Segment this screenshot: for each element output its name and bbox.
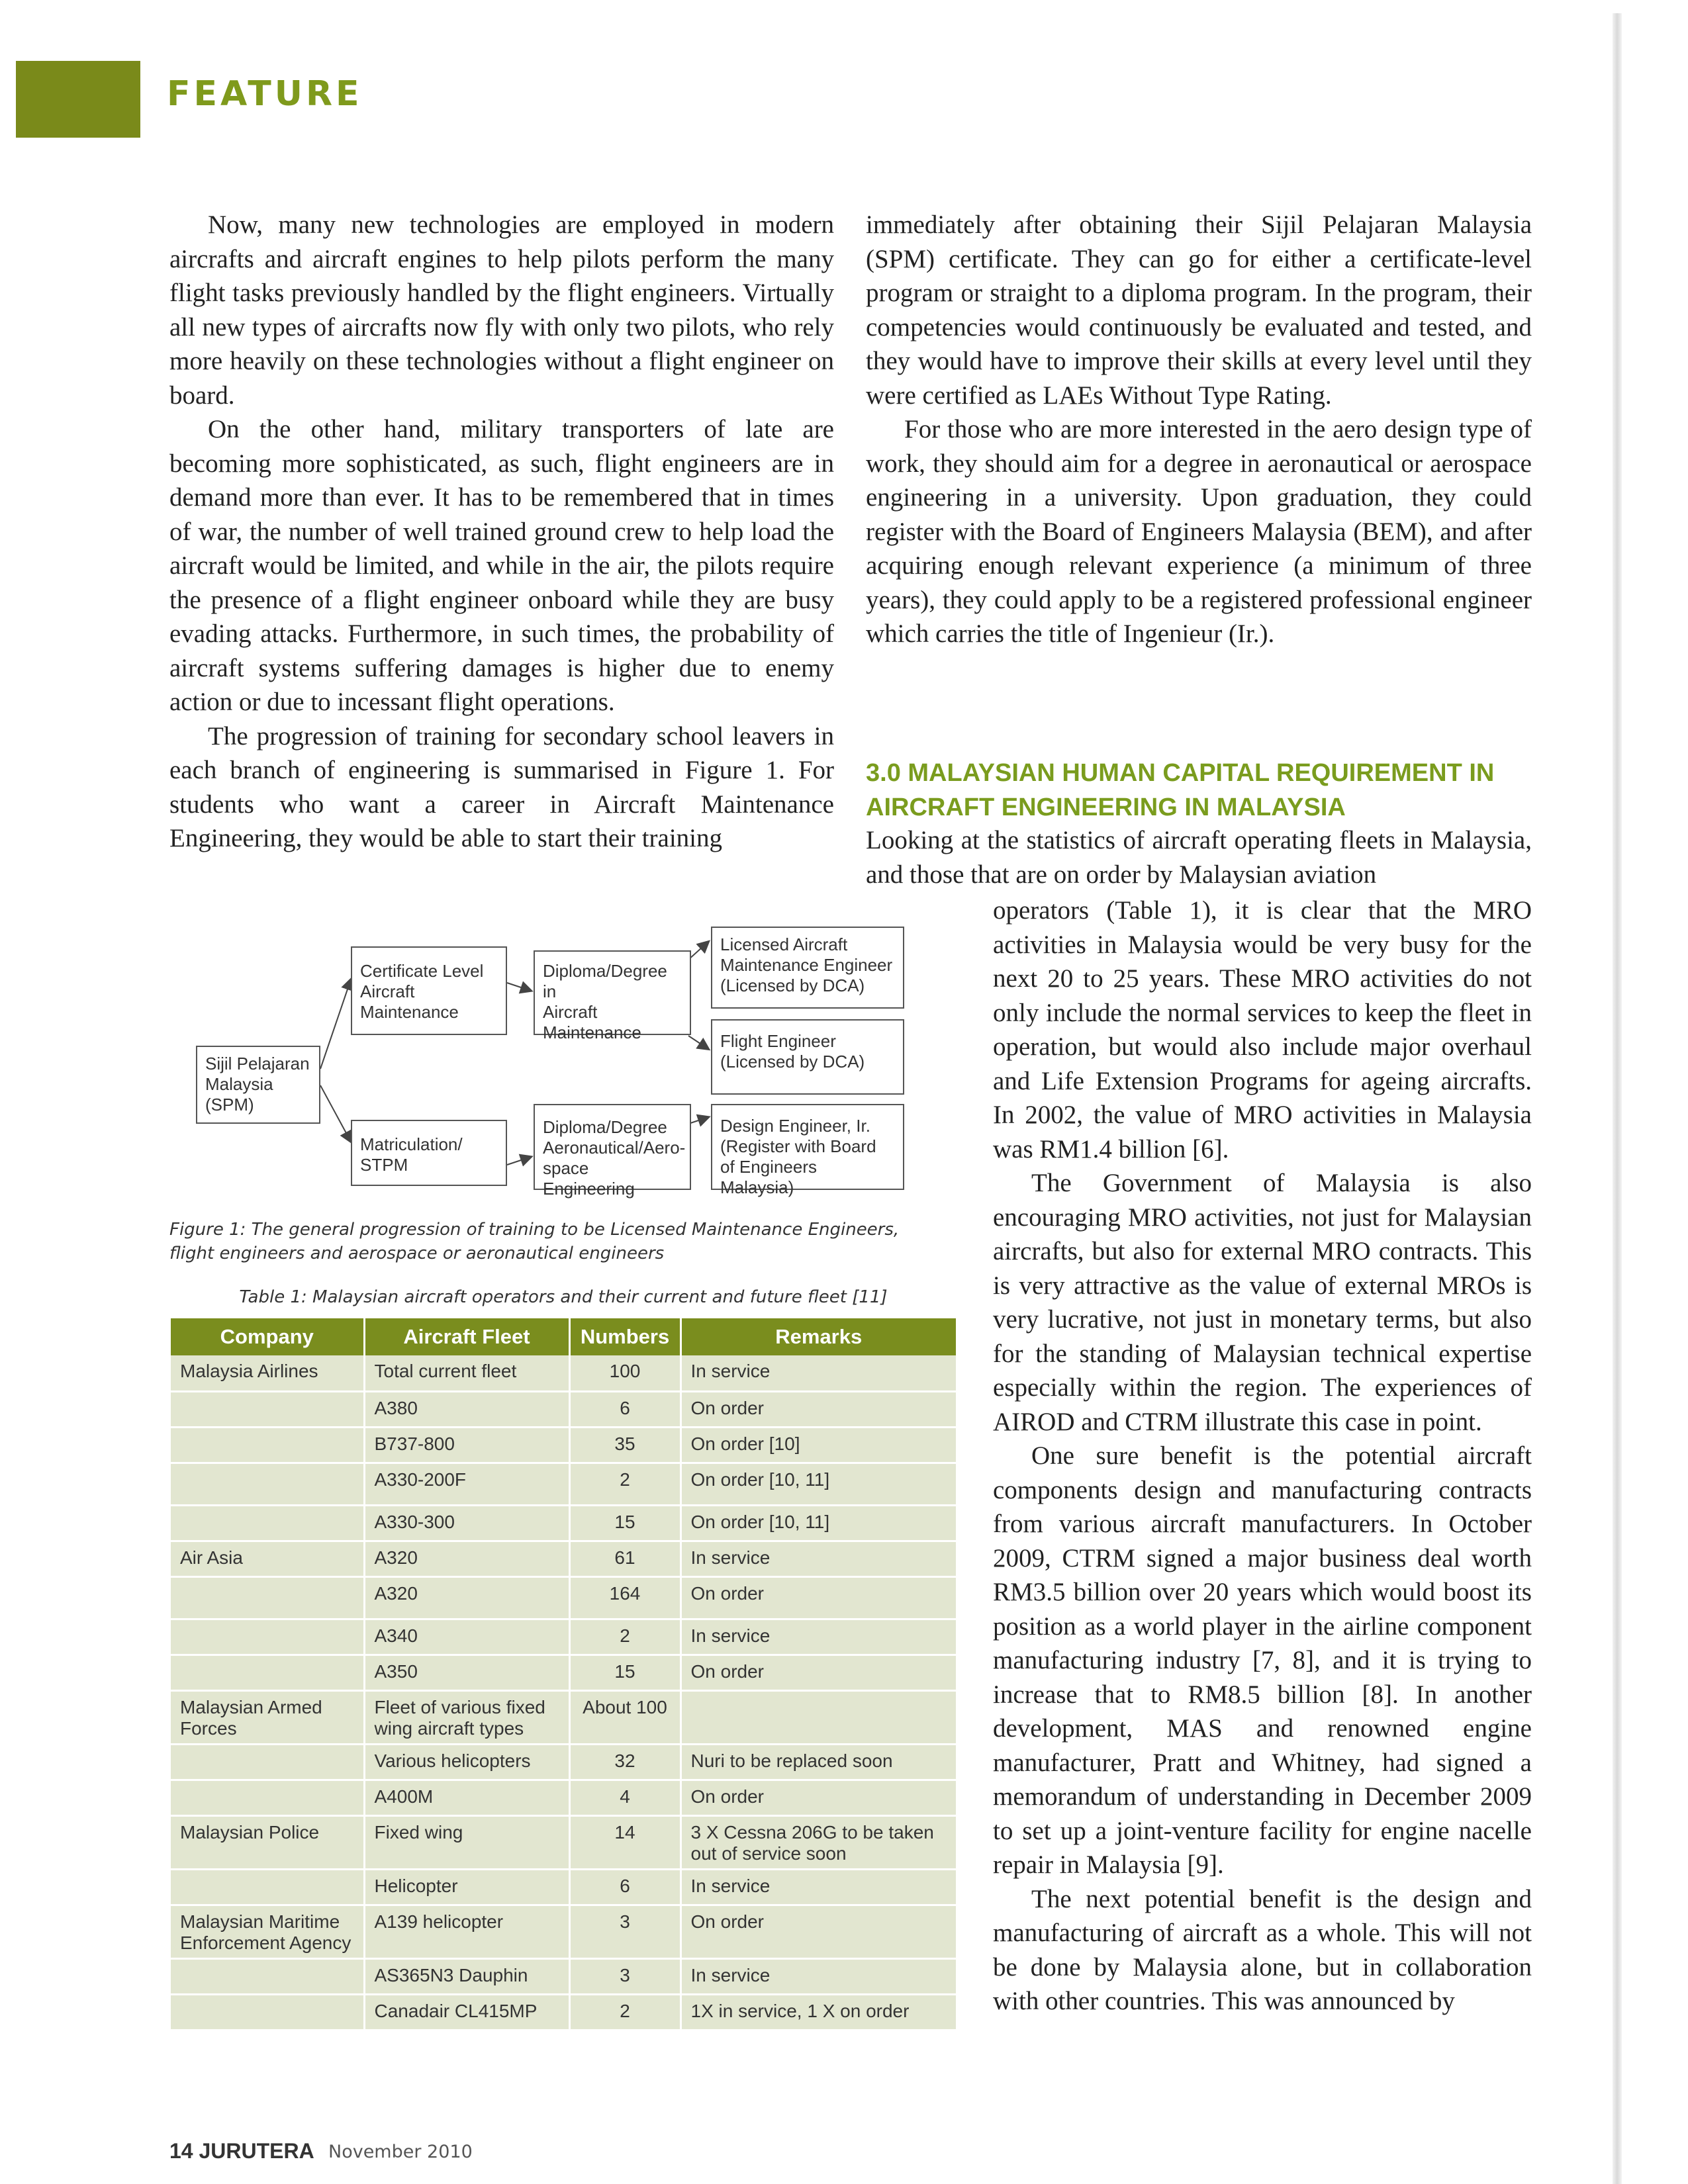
remarks-cell: In service (680, 1619, 956, 1655)
fleet-cell: A400M (364, 1780, 569, 1815)
company-cell (171, 1869, 364, 1905)
table-row (171, 1780, 956, 1815)
numbers-cell: 3 (569, 1958, 680, 1994)
fleet-cell: AS365N3 Dauphin (364, 1958, 569, 1994)
numbers-cell: 3 (569, 1905, 680, 1958)
table-row (171, 1815, 956, 1869)
remarks-cell: 1X in service, 1 X on order (680, 1994, 956, 2030)
fleet-cell: A320 (364, 1541, 569, 1576)
table-row (171, 1905, 956, 1958)
company-cell: Malaysian Police (171, 1815, 364, 1869)
fleet-cell: A330-300 (364, 1505, 569, 1541)
remarks-cell: In service (680, 1869, 956, 1905)
box-line: of Engineers Malaysia) (720, 1157, 817, 1197)
company-cell: Malaysian Armed Forces (171, 1690, 364, 1744)
column-left-text (169, 208, 834, 856)
table-row (171, 1427, 956, 1463)
table-row (171, 1690, 956, 1744)
company-cell (171, 1655, 364, 1690)
fleet-cell: B737-800 (364, 1427, 569, 1463)
box-line: (Licensed by DCA) (720, 976, 865, 995)
company-cell (171, 1619, 364, 1655)
company-cell (171, 1463, 364, 1505)
table-caption: Table 1: Malaysian aircraft operators and their current and future fleet [11] (239, 1287, 888, 1307)
box-line: Diploma/Degree (543, 1117, 667, 1137)
remarks-cell: In service (680, 1958, 956, 1994)
table-row (171, 1505, 956, 1541)
company-cell (171, 1958, 364, 1994)
box-flight-engineer (711, 1019, 904, 1095)
fleet-cell: A350 (364, 1655, 569, 1690)
remarks-cell: 3 X Cessna 206G to be taken out of service soon (680, 1815, 956, 1869)
box-line: Aircraft (543, 1002, 598, 1022)
paragraph: Now, many new technologies are employed in modern aircrafts and aircraft engines to help pilots perform the many flight tasks previously handled by the flight engineers. Virtually all new types of aircrafts now fly with only two pilots, who rely more heavily on these technologies without a flight engineer on board. (169, 210, 834, 410)
box-line: (Register with Board (720, 1136, 876, 1156)
fleet-cell: Fleet of various fixed wing aircraft types (364, 1690, 569, 1744)
numbers-cell: 35 (569, 1427, 680, 1463)
numbers-cell: 2 (569, 1994, 680, 2030)
remarks-cell: On order [10, 11] (680, 1463, 956, 1505)
remarks-cell: On order (680, 1780, 956, 1815)
numbers-cell: About 100 (569, 1690, 680, 1744)
column-right-narrow-text (993, 893, 1532, 2019)
remarks-cell (680, 1690, 956, 1744)
fleet-cell: A380 (364, 1391, 569, 1427)
box-line: STPM (360, 1155, 408, 1175)
fleet-cell: Helicopter (364, 1869, 569, 1905)
caption-line: Figure 1: The general progression of training to be Licensed Maintenance Engineers, (169, 1220, 900, 1240)
paragraph: The next potential benefit is the design and manufacturing of aircraft as a whole. This will not be done by Malaysia alone, but in collaboration with other countries. This was announced by (993, 1884, 1532, 2015)
table-row (171, 1744, 956, 1780)
box-certificate (351, 946, 507, 1035)
company-cell (171, 1744, 364, 1780)
company-cell: Malaysian Maritime Enforcement Agency (171, 1905, 364, 1958)
box-diploma-aero (534, 1104, 691, 1199)
page-edge-shadow (1613, 13, 1622, 2184)
caption-line: flight engineers and aerospace or aeronautical engineers (169, 1244, 665, 1263)
column-header: Company (171, 1318, 364, 1355)
numbers-cell: 15 (569, 1505, 680, 1541)
remarks-cell: On order (680, 1391, 956, 1427)
section-intro (866, 823, 1532, 891)
page-label: 14 JURUTERA (169, 2139, 314, 2163)
table-row (171, 1655, 956, 1690)
remarks-cell: On order (680, 1655, 956, 1690)
fleet-cell: A320 (364, 1576, 569, 1619)
numbers-cell: 6 (569, 1391, 680, 1427)
paragraph: operators (Table 1), it is clear that the MRO activities in Malaysia would be very busy for the next 20 to 25 years. These MRO activities do not only include the normal services to keep the fleet in operation, but would also include major overhaul and Life Extension Programs for ageing aircrafts. In 2002, the value of MRO activities in Malaysia was RM1.4 billion [6]. (993, 896, 1532, 1163)
box-line: (SPM) (205, 1095, 254, 1115)
paragraph: The Government of Malaysia is also encouraging MRO activities, not just for Malaysian aircrafts, but also for external MRO contracts. This is very attractive as the value of external MROs is very lucrative, not just in monetary terms, but also for the standing of Malaysian technical expertise especially within the region. The experiences of AIROD and CTRM illustrate this case in point. (993, 1169, 1532, 1436)
table-row (171, 1541, 956, 1576)
table-row (171, 1869, 956, 1905)
column-header: Aircraft Fleet (364, 1318, 569, 1355)
remarks-cell: On order (680, 1576, 956, 1619)
figure-caption (169, 1218, 957, 1265)
fleet-cell: A340 (364, 1619, 569, 1655)
table-row (171, 1994, 956, 2030)
column-right-text (866, 208, 1532, 651)
table-row (171, 1463, 956, 1505)
company-cell: Air Asia (171, 1541, 364, 1576)
fleet-cell: A139 helicopter (364, 1905, 569, 1958)
numbers-cell: 32 (569, 1744, 680, 1780)
table-row (171, 1958, 956, 1994)
fleet-cell: Canadair CL415MP (364, 1994, 569, 2030)
fleet-cell: Fixed wing (364, 1815, 569, 1869)
box-diploma-maintenance (534, 950, 691, 1042)
fleet-table (171, 1318, 956, 2031)
remarks-cell: On order [10, 11] (680, 1505, 956, 1541)
box-matriculation (351, 1120, 507, 1186)
box-line: Matriculation/ (360, 1134, 463, 1154)
numbers-cell: 2 (569, 1463, 680, 1505)
box-spm (196, 1046, 320, 1124)
numbers-cell: 14 (569, 1815, 680, 1869)
box-line: Maintenance Engineer (720, 955, 893, 975)
table-row (171, 1576, 956, 1619)
remarks-cell: In service (680, 1355, 956, 1391)
remarks-cell: In service (680, 1541, 956, 1576)
box-line: (Licensed by DCA) (720, 1052, 865, 1071)
box-design-engineer (711, 1104, 904, 1197)
box-line: Diploma/Degree in (543, 961, 667, 1001)
box-line: Aeronautical/Aero- (543, 1138, 686, 1158)
page-number (169, 2139, 314, 2163)
numbers-cell: 6 (569, 1869, 680, 1905)
paragraph: On the other hand, military transporters of late are becoming more sophisticated, as such, flight engineers are in demand more than ever. It has to be remembered that in times of war, the number of well trained ground crew to help load the aircraft would be limited, and while in the air, the pilots require the presence of a flight engineer onboard while they are busy evading attacks. Furthermore, in such times, the probability of aircraft systems suffering damages is higher due to enemy action or due to incessant flight operations. (169, 415, 834, 716)
box-line: Design Engineer, Ir. (720, 1116, 870, 1136)
numbers-cell: 100 (569, 1355, 680, 1391)
paragraph: The progression of training for secondary school leavers in each branch of engineering is summarised in Figure 1. For students who want a career in Aircraft Maintenance Engineering, they would be able to start their training (169, 721, 834, 852)
box-line: Sijil Pelajaran (205, 1054, 310, 1073)
fleet-cell: Total current fleet (364, 1355, 569, 1391)
box-line: Malaysia (205, 1074, 273, 1094)
fleet-cell: A330-200F (364, 1463, 569, 1505)
remarks-cell: Nuri to be replaced soon (680, 1744, 956, 1780)
company-cell (171, 1576, 364, 1619)
company-cell (171, 1505, 364, 1541)
paragraph: One sure benefit is the potential aircraft components design and manufacturing contracts from various aircraft manufacturers. In October 2009, CTRM signed a major business deal worth RM3.5 billion over 20 years which would boost its position as a world player in the airline component manufacturing industry [7, 8], and it is trying to increase that to RM8.5 billion [8]. In another development, MAS and renowned engine manufacturer, Pratt and Whitney, had signed a memorandum of understanding in December 2009 to set up a joint-venture facility for engine nacelle repair in Malaysia [9]. (993, 1441, 1532, 1879)
company-cell (171, 1391, 364, 1427)
remarks-cell: On order (680, 1905, 956, 1958)
section-title: FEATURE (167, 74, 363, 114)
column-header: Remarks (680, 1318, 956, 1355)
numbers-cell: 4 (569, 1780, 680, 1815)
company-cell (171, 1994, 364, 2030)
fleet-cell: Various helicopters (364, 1744, 569, 1780)
box-line: Maintenance (360, 1002, 459, 1022)
section-heading: 3.0 MALAYSIAN HUMAN CAPITAL REQUIREMENT IN AIRCRAFT ENGINEERING IN MALAYSIA (866, 759, 1495, 821)
company-cell (171, 1427, 364, 1463)
company-cell: Malaysia Airlines (171, 1355, 364, 1391)
company-cell (171, 1780, 364, 1815)
box-licensed-engineer (711, 927, 904, 1009)
box-line: Aircraft (360, 981, 415, 1001)
box-line: Flight Engineer (720, 1031, 836, 1051)
column-header: Numbers (569, 1318, 680, 1355)
box-line: Maintenance (543, 1023, 641, 1042)
box-line: space Engineering (543, 1158, 635, 1199)
paragraph: For those who are more interested in the aero design type of work, they should aim for a degree in aeronautical or aerospace engineering in a university. Upon graduation, they could register with the Board of Engineers Malaysia (BEM), and after acquiring enough relevant experience (a minimum of three years), they could apply to be a registered professional engineer which carries the title of Ingenieur (Ir.). (866, 415, 1532, 648)
numbers-cell: 2 (569, 1619, 680, 1655)
remarks-cell: On order [10] (680, 1427, 956, 1463)
table-row (171, 1619, 956, 1655)
numbers-cell: 164 (569, 1576, 680, 1619)
paragraph: Looking at the statistics of aircraft operating fleets in Malaysia, and those that are on order by Malaysian aviation (866, 826, 1532, 889)
table-row (171, 1355, 956, 1391)
numbers-cell: 61 (569, 1541, 680, 1576)
box-line: Certificate Level (360, 961, 484, 981)
box-line: Licensed Aircraft (720, 934, 848, 954)
header-color-block (16, 61, 140, 138)
issue-date: November 2010 (328, 2142, 473, 2162)
table-header-row (171, 1318, 956, 1355)
numbers-cell: 15 (569, 1655, 680, 1690)
paragraph: immediately after obtaining their Sijil Pelajaran Malaysia (SPM) certificate. They can go for either a certificate-level program or straight to a diploma program. In the program, their competencies would continuously be evaluated and tested, and they would have to improve their skills at every level until they were certified as LAEs Without Type Rating. (866, 210, 1532, 410)
table-row (171, 1391, 956, 1427)
